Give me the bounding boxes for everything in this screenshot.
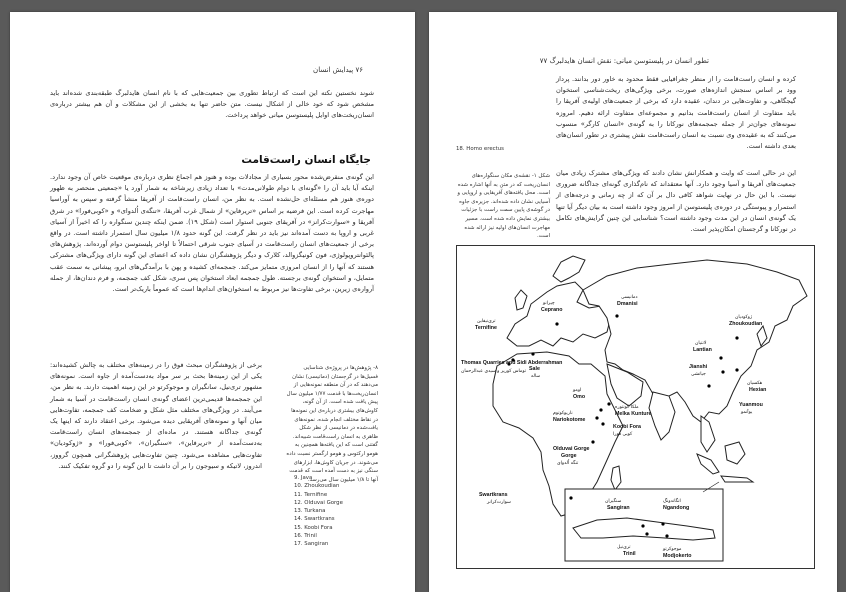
figure-caption: شکل ۱- نقشه‌ی مکان سنگواره‌های انسان‌ریخت که در متن به آنها اشاره شده است. محل یافته‌های آفریقایی و اروپایی و آسیایی نشان داده شده‌اند. جزیره‌ی جاوه در گوشه‌ی پایین سمت راست با جزئیات بیشتری نمایش داده شده است. مسیر مهاجرت انسان‌های اولیه نیز ارائه شده است. bbox=[457, 173, 550, 240]
right-paragraph-1: کرده و انسان راست‌قامت را از منظر جغرافیایی فقط محدود به خاور دور بدانند. پرداز وود بر اساس سنجش اندازه‌های صورت، برخی ویژگی‌های ریخت‌شناسی استخوان گیجگاهی، و تفاوت‌هایی در دندان، عقیده دارد که برخی از جمعیت‌های اولیه‌ی آفریقا را باید متفاوت از انسان راست‌قامت بدانیم و مجموعه‌ای متفاوت ارائه دهیم. امروزه نمونه‌های جوان‌تر از جمله جمجمه‌های نورکانا را به گونه‌ی «انسان کارگر» منسوب می‌کنند که به عقیده‌ی وی نسبت به انسان راست‌قامت نقش پیشتری در تطور انسان‌های بعدی داشته است. bbox=[556, 75, 796, 151]
label-omo-fa: اومو bbox=[573, 388, 582, 393]
label-olduvai-fa: تنگه اُلدوای bbox=[557, 461, 579, 466]
label-lantian-fa: لانتیان bbox=[695, 341, 707, 346]
label-omo: Omo bbox=[573, 394, 586, 400]
section-paragraph-2: برخی از پژوهشگران مبحث فوق را در زمینه‌های مختلف به چالش کشیده‌اند: یکی از این زمینه‌ها بحث بر سر مواد به‌دست‌آمده از جاوه است. نمونه‌های مشهور تری‌نیل، سانگیران و موجوکرتو در این زمینه اهمیت دارند. به نظر من، این جمجمه‌ها قدیمی‌ترین اعضای گونه‌ی انسان راست‌قامت در آسیا به شمار می‌آیند. در ویژگی‌های مختلف مثل شکل و ضخامت کف جمجمه، تفاوت‌هایی میان آنها و نمونه‌های آفریقایی دیده می‌شود. برخی اعتقاد دارند که اینها یک گونه‌ی جداگانه هستند. در ماده‌ای از جمجمه‌های انسان راست‌قامت به‌دست‌آمده از «تریرفاین»، «سنگیران»، «کوبی‌فورا» و «ژوکودیان» تفاوت‌هایی مشاهده می‌شود. چنین تفاوت‌هایی پژوهشگرانی همچون گرووز، اندروز، لاتیکه و سیوجون را بر آن داشت تا این گونه را دو گروه تفکیک کنند. bbox=[50, 361, 262, 470]
marker-nariokotome bbox=[595, 416, 598, 419]
label-ternifine-fa: تری‌نیفاین bbox=[477, 319, 496, 324]
left-body-intro bbox=[50, 88, 374, 124]
figure-map bbox=[456, 245, 815, 569]
label-yuanmou: Yuanmou bbox=[739, 402, 763, 408]
marker-swartkrans bbox=[569, 496, 572, 499]
right-paragraph-2: این در حالی است که وایت و همکارانش نشان دادند که ویژگی‌های مشترک زیادی میان جمعیت‌های آفریقا و آسیا وجود دارد. آنها معتقد‌اند که نام‌گذاری گونه‌ای جداگانه ضروری نیست. با این حال در نهایت شواهد کافی دال بر آن که از چه زمانی و درجه‌های از استمرار و پیوستگی در دوره‌ی پلیستوسن از امروز وجود داشته است به بیان دیگر آیا تنها یک گونه‌ی انسان در این مدت وجود داشته است؟ شناسایی این چنین گرایش‌های تکامل در نورکانا و گرجستان امکان‌پذیر است. bbox=[556, 169, 796, 234]
label-koobi: Koobi Fora bbox=[613, 424, 641, 430]
madagascar-landmass bbox=[611, 466, 621, 490]
list-item: 12. Olduvai Gorge bbox=[294, 499, 343, 506]
section-paragraph-1: این گونه‌ی منقرض‌شده محور بسیاری از مجادلات بوده و هنوز هم اجماع نظری درباره‌ی موقعیت خاص آن وجود ندارد. اینکه آیا باید آن را «گونه‌ای با دوام طولانی‌مدت» با تعداد زیادی زیرشاخه به شمار آورد یا «جمعیتی منحصر به ظهور دوره‌ی هنوز هم مسئله‌ای حل‌نشده است. به نظر من، انسان راست‌قامت از آفریقا منشأ گرفته و سپس به آوراسیا مهاجرت کرده است. این فرضیه بر اساس «تریرفاین» از شمال غرب آفریقا، «تنگه‌ی اُلدوای» و «کوبی‌فورا» در شرق آفریقا و «سوارت‌کرانز» در آفریقای جنوبی استوار است (شکل ۱۹). ضمن اینکه چندین سنگواره را که اخیراً از آسیای غربی و اروپا به دست آمده‌اند نیز باید در نظر گرفت. این گونه حدود ۱/۸ میلیون سال استمرار داشته است. در واقع برخی از جمعیت‌های انسان راست‌قامت در آسیای جنوب شرقی احتمالاً تا اواخر پلیستوسن دوام آورده‌اند. پژوهش‌های پالئوانتروپولوژی، فون کونیگزوالد، کلارک و دیگر پژوهشگران نشان داده که اعضای این گونه دارای ویژگی‌های مشترکی هستند که آنها را از انسان امروزی متمایز می‌کند. جمجمه‌ای کشیده و پهن با برآمدگی‌های ابرو، پیشانی به سمت عقب متمایل، و استخوان گونه‌ی برجسته. طول جمجمه ابعاد استخوان پس سری، شکل کف جمجمه، و فرم دندان‌ها، از جمله آرواره‌ی زیرین، برخی تفاوت‌ها نیز مربوط به استخوان‌های اندام‌ها است که عموماً باریک‌تر است. bbox=[50, 173, 374, 294]
marker-sangiran bbox=[641, 524, 644, 527]
right-page bbox=[429, 12, 837, 592]
label-sangiran: Sangiran bbox=[607, 505, 630, 511]
label-jianshi-fa: جیانشی bbox=[691, 372, 706, 377]
label-trinil: Trinil bbox=[623, 551, 636, 557]
footnote-side-fa: ۸- پژوهش‌ها در پروژه‌ی شناسایی فسیل‌ها در گرجستان (دمانیسی) نشان می‌دهند که در آن منطقه نمونه‌هایی از انسان‌ریخت‌ها با قدمت ۱/۷۷ میلیون سال پیش یافت شده است. از آن گونه، کاوش‌های بیشتری درباره‌ی این نمونه‌ها در نقاط مختلف انجام شده. نمونه‌های یافت‌شده در دمانیسی از نظر شکل ظاهری به انسان راست‌قامت شبیه‌اند. گفتنی است که این یافته‌ها همچنین به هومو ارکتوس و هومو ارگستر نسبت داده می‌شوند. در جریان کاوش‌ها، ابزارهای سنگی نیز به دست آمده است که قدمت آنها تا ۱/۸ میلیون سال می‌رسد. bbox=[286, 365, 378, 483]
left-body-section-2 bbox=[50, 360, 262, 570]
marker-yuanmou bbox=[707, 384, 710, 387]
marker-ternifine bbox=[531, 352, 534, 355]
marker-koobi bbox=[601, 422, 604, 425]
marker-lantian bbox=[719, 356, 722, 359]
left-page bbox=[10, 12, 415, 592]
right-body-2 bbox=[556, 168, 796, 242]
label-hexian-fa: هکسیان bbox=[747, 381, 763, 386]
label-ngandong: Ngandong bbox=[663, 505, 690, 511]
label-nariokotome: Nariokotome bbox=[553, 417, 586, 423]
marker-mojokerto bbox=[665, 534, 668, 537]
label-sangiran-fa: سنگیران bbox=[605, 499, 622, 504]
right-body-1 bbox=[556, 74, 796, 164]
sumatra-landmass bbox=[697, 454, 719, 474]
list-item: 17. Sangiran bbox=[294, 541, 329, 548]
marker-hexian bbox=[735, 368, 738, 371]
marker-olduvai bbox=[591, 440, 594, 443]
list-item: 10. Zhoukoudian bbox=[294, 483, 340, 490]
left-page-header: ۷۶ پیدایش انسان bbox=[313, 66, 363, 74]
label-swartkrans: Swartkrans bbox=[479, 492, 508, 498]
label-melka: Melka Kunture bbox=[615, 411, 652, 417]
list-item: 11. Ternifine bbox=[294, 491, 328, 498]
list-item: 9. Java bbox=[294, 475, 313, 481]
list-item: 13. Turkana bbox=[294, 508, 326, 515]
footnote-list bbox=[294, 474, 384, 549]
intro-paragraph: شوند نخستین نکته این است که ارتباط تطوری بین جمعیت‌هایی که با نام انسان هایدلبرگ طبقه‌بندی شده‌اند باید مشخص شود که خود خالی از اشکال نیست. متن حاضر تنها به بخشی از این مشکلات و آن هم بیشتر درباره‌ی انسان‌ریخت‌های اوایل پلیستوسن میانی خواهد پرداخت. bbox=[50, 89, 374, 120]
label-melka-fa: ملکا کونتوره bbox=[615, 405, 639, 410]
marker-ceprano bbox=[555, 322, 558, 325]
label-ceprano-fa: چپرانو bbox=[543, 301, 555, 306]
label-dmanisi: Dmanisi bbox=[617, 301, 638, 307]
section-heading: جایگاه انسان راست‌قامت bbox=[241, 154, 371, 166]
scandinavia-landmass bbox=[553, 256, 585, 282]
world-map-svg bbox=[457, 246, 814, 568]
india-landmass bbox=[649, 392, 675, 440]
left-body-section-1 bbox=[50, 172, 374, 358]
label-hexian: Hexian bbox=[749, 387, 767, 393]
label-thomas-fa: توماس کوریز و سیدی عبدالرحمان bbox=[461, 369, 527, 374]
list-item: 14. Swartkrans bbox=[294, 516, 335, 523]
britain-landmass bbox=[515, 290, 527, 310]
label-dmanisi-fa: دمانیسی bbox=[621, 295, 638, 300]
label-mojokerto: Modjokerto bbox=[663, 553, 692, 559]
label-olduvai: Olduvai Gorge bbox=[553, 446, 590, 452]
label-swartkrans-fa: سوارت‌کرانز bbox=[487, 500, 511, 505]
label-yuanmou-fa: یوآنمو bbox=[741, 410, 753, 415]
marker-ngandong bbox=[661, 522, 664, 525]
label-zhoukoudian: Zhoukoudian bbox=[729, 321, 763, 327]
label-zhoukoudian-fa: ژوکودیان bbox=[735, 315, 753, 320]
label-olduvai-2: Gorge bbox=[561, 453, 577, 459]
label-lantian: Lantian bbox=[693, 347, 712, 353]
right-page-header: تطور انسان در پلیستوسن میانی: نقش انسان هایدلبرگ ۷۷ bbox=[539, 57, 709, 65]
label-trinil-fa: تری‌نیل bbox=[617, 545, 631, 550]
label-mojokerto-fa: موجوکرتو bbox=[663, 547, 682, 552]
side-note-en: 18. Homo erectus bbox=[456, 146, 504, 152]
marker-trinil bbox=[645, 532, 648, 535]
list-item: 15. Koobi Fora bbox=[294, 524, 333, 531]
label-sale: Sale bbox=[529, 366, 540, 372]
label-ceprano: Ceprano bbox=[541, 307, 563, 313]
label-jianshi: Jianshi bbox=[689, 364, 708, 370]
java-landmass bbox=[721, 476, 753, 482]
label-thomas: Thomas Quarries and Sidi Abderrahman bbox=[461, 360, 563, 366]
label-koobi-fa: کوبی فورا bbox=[613, 432, 633, 437]
list-item: 16. Trinil bbox=[294, 533, 317, 540]
marker-dmanisi bbox=[615, 314, 618, 317]
label-nariokotome-fa: ناریوکوتوم bbox=[553, 411, 573, 416]
marker-jianshi bbox=[721, 370, 724, 373]
label-ngandong-fa: انگاندونگ bbox=[663, 499, 681, 504]
sea-peninsula-landmass bbox=[701, 416, 715, 452]
label-ternifine: Ternifine bbox=[475, 325, 497, 331]
label-sale-fa: ساله bbox=[531, 374, 541, 379]
marker-omo bbox=[599, 408, 602, 411]
marker-melka bbox=[607, 402, 610, 405]
marker-zhoukoudian bbox=[735, 336, 738, 339]
borneo-landmass bbox=[725, 442, 745, 464]
